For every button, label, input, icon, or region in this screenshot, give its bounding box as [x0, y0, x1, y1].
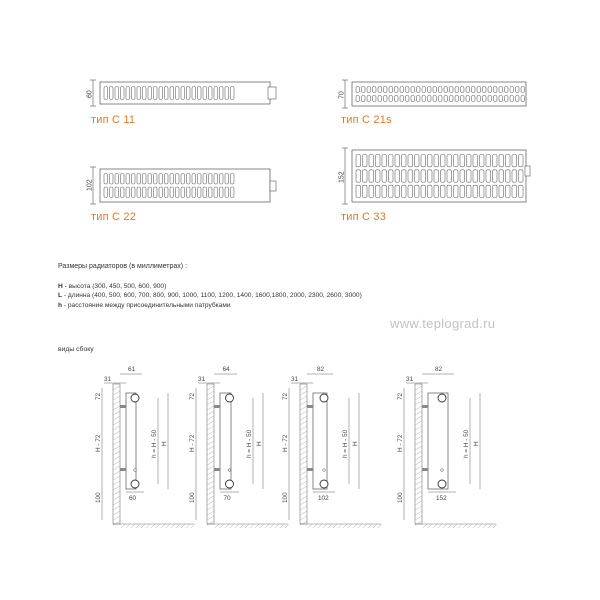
top-gap-dim: 72: [95, 392, 102, 400]
radiator-panel: [428, 393, 448, 489]
bottom-gap-dim: 100: [189, 492, 196, 503]
floor-hatch: [166, 524, 170, 528]
floor-hatch: [378, 524, 382, 528]
floor-hatch: [131, 524, 135, 528]
full-height-dim: H: [256, 441, 263, 446]
plug: [228, 469, 231, 472]
floor-hatch: [488, 524, 492, 528]
floor-hatch: [493, 524, 497, 528]
radiator-type-label: тип C 11: [91, 114, 136, 126]
left-height-dim: H - 72: [189, 434, 196, 452]
watermark: www.teplograd.ru: [390, 316, 496, 331]
bracket-bottom: [422, 468, 428, 471]
sizes-key: L: [58, 292, 63, 300]
floor-hatch: [176, 524, 180, 528]
left-offset-dim: 31: [104, 376, 112, 383]
floor-hatch: [313, 524, 317, 528]
floor-hatch: [473, 524, 477, 528]
left-offset-dim: 31: [198, 376, 206, 383]
floor-hatch: [156, 524, 160, 528]
floor-hatch: [428, 524, 432, 528]
floor-hatch: [483, 524, 487, 528]
floor-hatch: [240, 524, 244, 528]
floor-hatch: [121, 524, 125, 528]
full-height-dim: H: [352, 441, 359, 446]
sizes-text: - расстояние между присоединительными патрубками: [62, 301, 231, 309]
floor-hatch: [338, 524, 342, 528]
floor-hatch: [171, 524, 175, 528]
side-view: [289, 374, 382, 528]
center-height-dim: h = H - 50: [151, 429, 158, 458]
center-height-dim: h = H - 50: [342, 429, 349, 458]
floor-hatch: [275, 524, 279, 528]
top-dim: 64: [222, 366, 230, 373]
left-height-dim: H - 72: [95, 434, 102, 452]
radiator-panel: [220, 393, 231, 489]
pipe-bottom: [438, 480, 446, 488]
bottom-dim: 70: [223, 495, 231, 502]
floor-hatch: [333, 524, 337, 528]
floor-hatch: [225, 524, 229, 528]
bracket-bottom: [120, 468, 126, 471]
bottom-gap-dim: 100: [95, 492, 102, 503]
floor-hatch: [146, 524, 150, 528]
bottom-gap-dim: 100: [282, 492, 289, 503]
floor-hatch: [265, 524, 269, 528]
floor-hatch: [328, 524, 332, 528]
floor-hatch: [423, 524, 427, 528]
radiator-type-label: тип C 21s: [341, 114, 392, 126]
floor-hatch: [443, 524, 447, 528]
top-gap-dim: 72: [397, 392, 404, 400]
sizes-key: H: [58, 283, 63, 291]
bottom-dim: 102: [318, 495, 329, 502]
radiator-type-label: тип C 33: [341, 211, 387, 223]
floor-hatch: [270, 524, 274, 528]
pipe-top: [320, 394, 328, 402]
floor-hatch: [151, 524, 155, 528]
left-offset-dim: 31: [291, 376, 299, 383]
floor-hatch: [186, 524, 190, 528]
floor-hatch: [368, 524, 372, 528]
floor-hatch: [255, 524, 259, 528]
pipe-top: [226, 394, 234, 402]
c21s-height-dim: 70: [338, 91, 346, 99]
floor-hatch: [463, 524, 467, 528]
bottom-gap-dim: 100: [397, 492, 404, 503]
floor-hatch: [343, 524, 347, 528]
side-view: [102, 374, 195, 528]
floor-hatch: [348, 524, 352, 528]
side-view: [404, 374, 497, 528]
floor-hatch: [285, 524, 289, 528]
plug: [441, 469, 444, 472]
sizes-title: Размеры радиаторов (в миллиметрах) :: [58, 263, 188, 270]
floor-hatch: [230, 524, 234, 528]
bracket-top: [120, 405, 126, 408]
full-height-dim: H: [473, 441, 480, 446]
bottom-dim: 152: [436, 495, 447, 502]
radiator-type-label: тип C 22: [91, 211, 137, 223]
pipe-top: [438, 394, 446, 402]
floor-hatch: [353, 524, 357, 528]
pipe-bottom: [226, 480, 234, 488]
floor-hatch: [318, 524, 322, 528]
floor-hatch: [453, 524, 457, 528]
floor-hatch: [478, 524, 482, 528]
c33-height-dim: 152: [338, 171, 346, 183]
floor-hatch: [260, 524, 264, 528]
floor-hatch: [220, 524, 224, 528]
bracket-bottom: [307, 468, 313, 471]
top-dim: 82: [435, 366, 443, 373]
c22-height-dim: 102: [86, 179, 94, 191]
plug: [134, 469, 137, 472]
floor-hatch: [126, 524, 130, 528]
bracket-top: [422, 405, 428, 408]
top-gap-dim: 72: [189, 392, 196, 400]
floor-hatch: [191, 524, 195, 528]
floor-hatch: [136, 524, 140, 528]
left-height-dim: H - 72: [282, 434, 289, 452]
floor-hatch: [308, 524, 312, 528]
top-gap-dim: 72: [282, 392, 289, 400]
center-height-dim: h = H - 50: [246, 429, 253, 458]
top-dim: 82: [317, 366, 325, 373]
left-offset-dim: 31: [406, 376, 414, 383]
floor-hatch: [323, 524, 327, 528]
floor-hatch: [448, 524, 452, 528]
pipe-bottom: [131, 480, 139, 488]
floor-hatch: [363, 524, 367, 528]
bottom-dim: 60: [129, 495, 137, 502]
floor-hatch: [181, 524, 185, 528]
radiator-panel: [313, 393, 327, 489]
floor-hatch: [280, 524, 284, 528]
floor-hatch: [468, 524, 472, 528]
left-height-dim: H - 72: [397, 434, 404, 452]
floor-hatch: [161, 524, 165, 528]
pipe-bottom: [320, 480, 328, 488]
plug: [323, 469, 326, 472]
radiator-panel: [126, 393, 136, 489]
floor-hatch: [438, 524, 442, 528]
floor-hatch: [245, 524, 249, 528]
bracket-top: [307, 405, 313, 408]
floor-hatch: [235, 524, 239, 528]
top-dim: 61: [128, 366, 136, 373]
side-view: [196, 374, 289, 528]
floor-hatch: [141, 524, 145, 528]
bracket-bottom: [214, 468, 220, 471]
c11-height-dim: 60: [86, 90, 94, 98]
floor-hatch: [250, 524, 254, 528]
floor-hatch: [373, 524, 377, 528]
sizes-key: h: [58, 301, 63, 309]
floor-hatch: [458, 524, 462, 528]
floor-hatch: [433, 524, 437, 528]
floor-hatch: [358, 524, 362, 528]
full-height-dim: H: [161, 441, 168, 446]
center-height-dim: h = H - 50: [463, 429, 470, 458]
sizes-text: - длинна (400, 500, 600, 700, 800, 900, 1000, 1100, 1200, 1400, 1600,1800, 2000, 2300, 2600, 3000): [62, 292, 362, 300]
floor-hatch: [215, 524, 219, 528]
bracket-top: [214, 405, 220, 408]
side-views-title: виды сбоку: [58, 346, 94, 353]
sizes-text: - высота (300, 450, 500, 600, 900): [62, 283, 167, 291]
pipe-top: [131, 394, 139, 402]
